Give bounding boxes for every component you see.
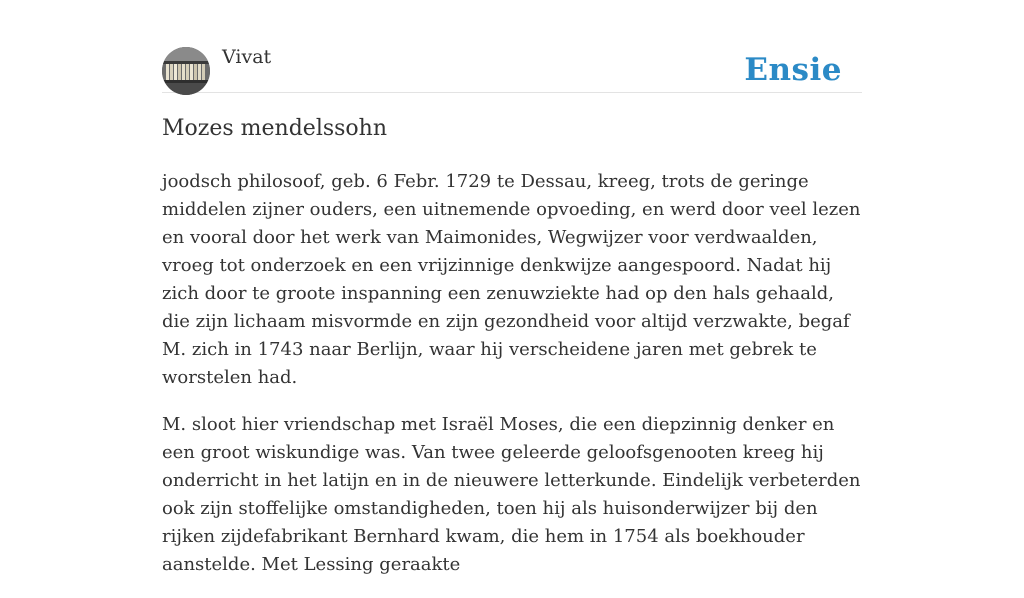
source-name[interactable]: Vivat (222, 46, 272, 68)
article-body (162, 168, 862, 598)
ensie-logo[interactable]: Ensie (744, 52, 842, 88)
bookshelf-avatar-icon[interactable] (162, 47, 210, 95)
article-title: Mozes mendelssohn (162, 116, 388, 141)
article-paragraph: joodsch philosoof, geb. 6 Febr. 1729 te Dessau, kreeg, trots de geringe middelen zijner ouders, een uitnemende opvoeding, en werd door veel lezen en vooral door het werk van Maimonides, Wegwijzer voor verdwaalden, vroeg tot onderzoek en een vrijzinnige denkwijze aangespoord. Nadat hij zich door te groote inspanning een zenuwziekte had op den hals gehaald, die zijn lichaam misvormde en zijn gezondheid voor altijd verzwakte, begaf M. zich in 1743 naar Berlijn, waar hij verscheidene jaren met gebrek te worstelen had. (162, 171, 861, 388)
header (162, 0, 862, 93)
page-container (162, 0, 862, 575)
article-paragraph: M. sloot hier vriendschap met Israël Moses, die een diepzinnig denker en een groot wiskundige was. Van twee geleerde geloofsgenooten kreeg hij onderricht in het latijn en in de nieuwere letterkunde. Eindelijk verbeterden ook zijn stoffelijke omstandigheden, toen hij als huisonderwijzer bij den rijken zijdefabrikant Bernhard kwam, die hem in 1754 als boekhouder aanstelde. Met Lessing geraakte (162, 414, 861, 575)
